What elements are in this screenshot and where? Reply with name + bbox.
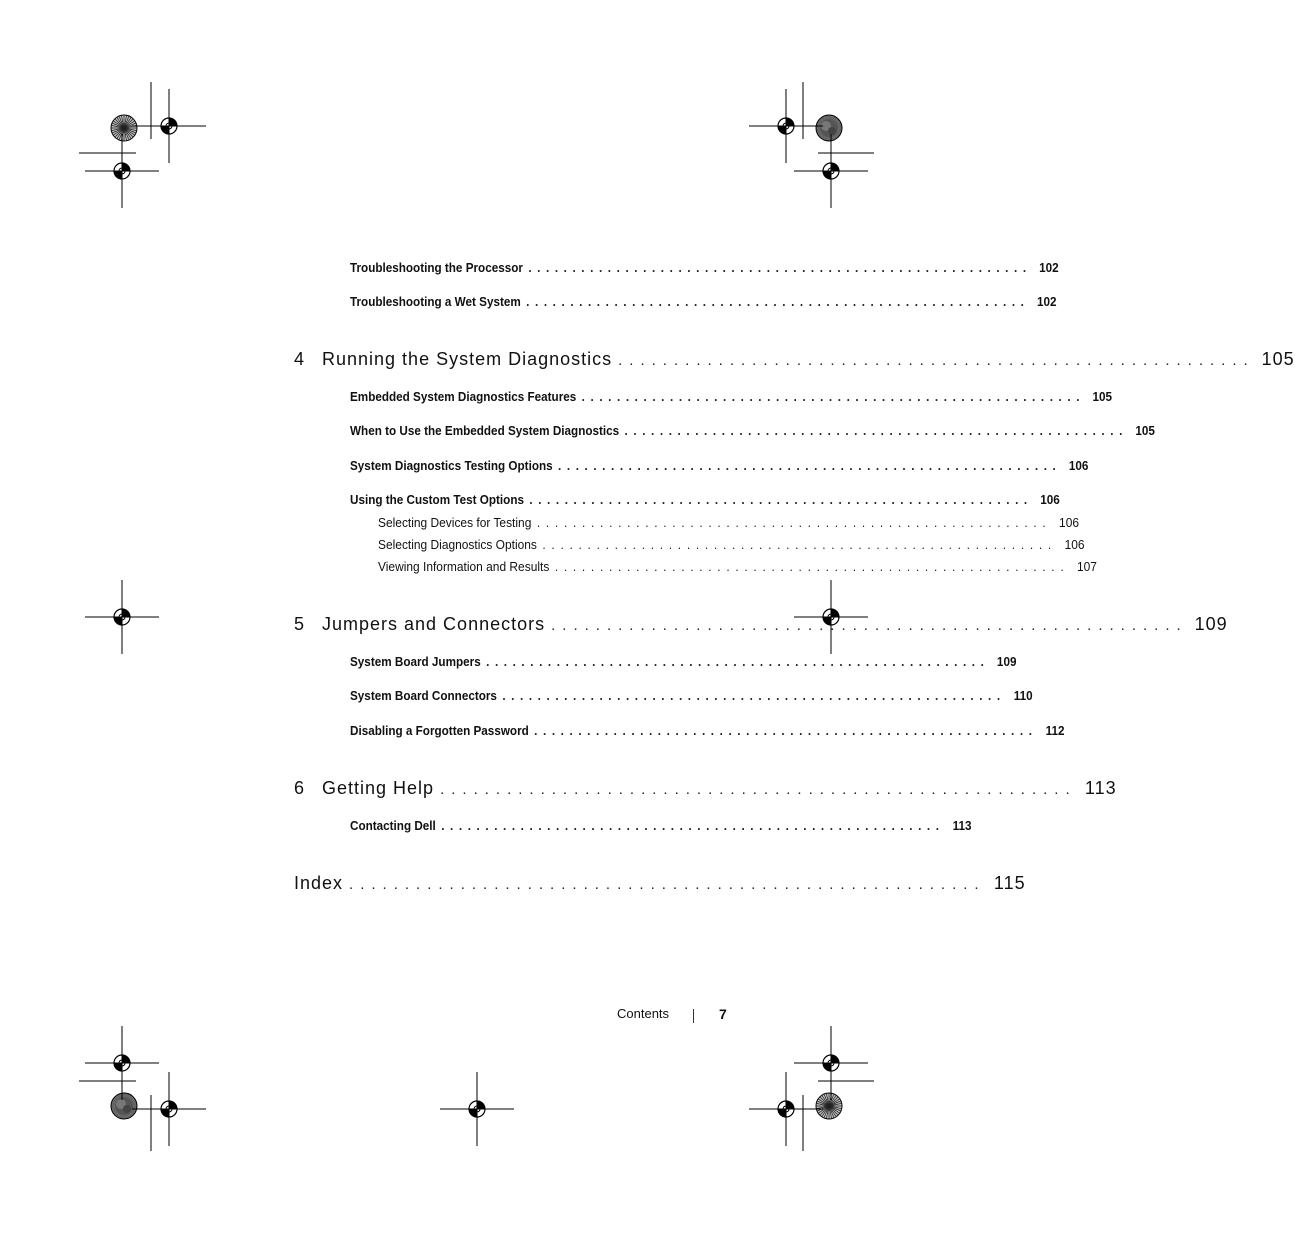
toc-entry-page: 105 bbox=[1092, 389, 1113, 404]
toc-entry-page: 105 bbox=[1135, 423, 1155, 438]
toc-entry-contacting-dell[interactable] bbox=[350, 818, 972, 833]
dot-leader: ......................................................... bbox=[502, 688, 1006, 703]
toc-entry-page: 110 bbox=[1013, 688, 1033, 703]
chapter-page: 109 bbox=[1194, 614, 1228, 634]
toc-entry-page: 106 bbox=[1040, 492, 1060, 507]
footer-page-number: 7 bbox=[719, 1006, 727, 1022]
toc-entry-selecting-devices[interactable] bbox=[378, 515, 1080, 530]
toc-entry-title: Contacting Dell bbox=[350, 818, 436, 833]
toc-entry-title: System Board Connectors bbox=[350, 688, 497, 703]
dot-leader: ......................................................... bbox=[441, 818, 945, 833]
toc-chapter-6[interactable] bbox=[294, 778, 1117, 799]
footer-separator bbox=[693, 1009, 694, 1023]
toc-index[interactable] bbox=[294, 873, 1026, 894]
dot-leader: ......................................................... bbox=[551, 617, 1188, 634]
toc-entry-embedded-diagnostics-features[interactable] bbox=[350, 389, 1113, 404]
toc-entry-title: Selecting Devices for Testing bbox=[378, 515, 532, 530]
chapter-title: Index bbox=[294, 873, 344, 893]
toc-entry-title: System Board Jumpers bbox=[350, 654, 481, 669]
toc-chapter-5[interactable] bbox=[294, 614, 1228, 635]
toc-entry-custom-test-options[interactable] bbox=[350, 492, 1060, 507]
dot-leader: ......................................................... bbox=[528, 260, 1032, 275]
dot-leader: ......................................................... bbox=[536, 515, 1052, 530]
toc-entry-title: Disabling a Forgotten Password bbox=[350, 723, 529, 738]
dot-leader: ......................................................... bbox=[529, 492, 1033, 507]
chapter-title: Running the System Diagnostics bbox=[322, 349, 613, 369]
toc-entry-title: Troubleshooting the Processor bbox=[350, 260, 523, 275]
toc-entry-page: 107 bbox=[1076, 559, 1097, 574]
toc-entry-title: Using the Custom Test Options bbox=[350, 492, 524, 507]
toc-entry-system-board-jumpers[interactable] bbox=[350, 654, 1017, 669]
toc-entry-page: 109 bbox=[996, 654, 1017, 669]
dot-leader: ......................................................... bbox=[581, 389, 1086, 404]
toc-entry-page: 106 bbox=[1064, 537, 1085, 552]
toc-entry-testing-options[interactable] bbox=[350, 458, 1089, 473]
toc-entry-page: 106 bbox=[1068, 458, 1089, 473]
chapter-number: 4 bbox=[294, 349, 306, 369]
toc-entry-page: 113 bbox=[952, 818, 972, 833]
toc-entry-title: When to Use the Embedded System Diagnostics bbox=[350, 423, 620, 438]
dot-leader: ......................................................... bbox=[542, 537, 1057, 552]
dot-leader: ......................................................... bbox=[534, 723, 1038, 738]
toc-entry-title: Viewing Information and Results bbox=[378, 559, 550, 574]
chapter-number: 6 bbox=[294, 778, 306, 798]
toc-entry-title: Embedded System Diagnostics Features bbox=[350, 389, 577, 404]
chapter-title: Jumpers and Connectors bbox=[322, 614, 546, 634]
toc-entry-selecting-diagnostics-options[interactable] bbox=[378, 537, 1085, 552]
toc-entry-viewing-information[interactable] bbox=[378, 559, 1097, 574]
chapter-title: Getting Help bbox=[322, 778, 435, 798]
dot-leader: ......................................................... bbox=[618, 352, 1255, 369]
dot-leader: ......................................................... bbox=[558, 458, 1062, 473]
toc-entry-title: Selecting Diagnostics Options bbox=[378, 537, 537, 552]
footer-section-label: Contents bbox=[617, 1006, 670, 1021]
toc-entry-troubleshooting-processor[interactable] bbox=[350, 260, 1059, 275]
dot-leader: ......................................................... bbox=[440, 781, 1077, 798]
toc-entry-title: Troubleshooting a Wet System bbox=[350, 294, 521, 309]
dot-leader: ......................................................... bbox=[486, 654, 990, 669]
toc-entry-disabling-password[interactable] bbox=[350, 723, 1065, 738]
toc-chapter-4[interactable] bbox=[294, 349, 1295, 370]
toc-entry-when-to-use-diagnostics[interactable] bbox=[350, 423, 1155, 438]
toc-entry-title: System Diagnostics Testing Options bbox=[350, 458, 553, 473]
dot-leader: ......................................................... bbox=[526, 294, 1030, 309]
toc-entry-page: 102 bbox=[1036, 294, 1057, 309]
toc-entry-troubleshooting-wet-system[interactable] bbox=[350, 294, 1057, 309]
chapter-page: 105 bbox=[1261, 349, 1295, 369]
chapter-page: 113 bbox=[1084, 778, 1117, 798]
dot-leader: ......................................................... bbox=[349, 876, 986, 893]
toc-entry-page: 112 bbox=[1045, 723, 1065, 738]
toc-entry-page: 106 bbox=[1059, 515, 1080, 530]
dot-leader: ......................................................... bbox=[624, 423, 1128, 438]
toc-entry-system-board-connectors[interactable] bbox=[350, 688, 1033, 703]
toc-entry-page: 102 bbox=[1039, 260, 1059, 275]
dot-leader: ......................................................... bbox=[554, 559, 1070, 574]
chapter-page: 115 bbox=[993, 873, 1026, 893]
chapter-number: 5 bbox=[294, 614, 306, 634]
